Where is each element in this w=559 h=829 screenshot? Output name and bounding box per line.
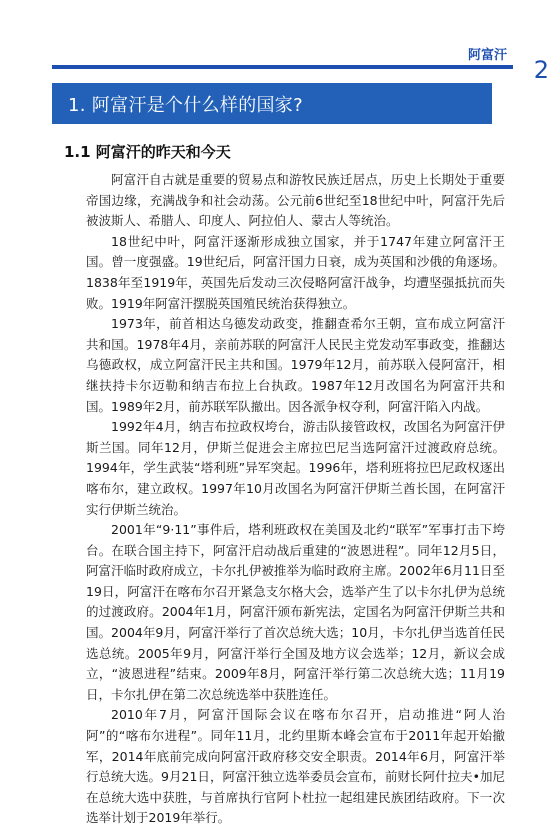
running-title: 阿富汗 [467, 48, 507, 63]
paragraph: 1992年4月，纳吉布拉政权垮台，游击队接管政权，改国名为阿富汗伊斯兰国。同年12月，伊斯兰促进会主席拉巴尼当选阿富汗过渡政府总统。1994年，学生武装“塔利班”异军突起。1996年，塔利班将拉巴尼政权逐出喀布尔，建立政权。1997年10月改国名为阿富汗伊斯兰酋长国，在阿富汗实行伊斯兰统治。 [86, 419, 505, 517]
chapter-title: 1. 阿富汗是个什么样的国家? [68, 94, 303, 116]
header-rule [52, 65, 513, 69]
paragraph: 1973年，前首相达乌德发动政变，推翻查希尔王朝，宣布成立阿富汗共和国。1978年4月，亲前苏联的阿富汗人民民主党发动军事政变，推翻达乌德政权，成立阿富汗民主共和国。1979年12月，前苏联入侵阿富汗，相继扶持卡尔迈勒和纳吉布拉上台执政。1987年12月改国名为阿富汗共和国。1989年2月，前苏联军队撤出。因各派争权夺利，阿富汗陷入内战。 [86, 316, 505, 414]
paragraph: 阿富汗自古就是重要的贸易点和游牧民族迁居点，历史上长期处于重要帝国边缘，充满战争和社会动荡。公元前6世纪至18世纪中叶，阿富汗先后被波斯人、希腊人、印度人、阿拉伯人、蒙古人等统治。 [86, 172, 505, 229]
paragraph: 2010年7月，阿富汗国际会议在喀布尔召开，启动推进“阿人治阿”的“喀布尔进程”。同年11月，北约里斯本峰会宣布于2011年起开始撤军，2014年底前完成向阿富汗政府移交安全职责。2014年6月，阿富汗举行总统大选。9月21日，阿富汗独立选举委员会宣布，前财长阿什拉夫•加尼在总统大选中获胜，与首席执行官阿卜杜拉一起组建民族团结政府。下一次选举计划于2019年举行。 [86, 707, 505, 826]
body-text [86, 170, 505, 829]
page-number: 2 [533, 56, 549, 84]
section-heading: 1.1 阿富汗的昨天和今天 [64, 143, 231, 161]
paragraph: 18世纪中叶，阿富汗逐渐形成独立国家，并于1747年建立阿富汗王国。曾一度强盛。19世纪后，阿富汗国力日衰，成为英国和沙俄的角逐场。1838年至1919年，英国先后发动三次侵略阿富汗战争，均遭坚强抵抗而失败。1919年阿富汗摆脱英国殖民统治获得独立。 [86, 233, 505, 311]
paragraph: 2001年“9·11”事件后，塔利班政权在美国及北约“联军”军事打击下垮台。在联合国主持下，阿富汗启动战后重建的“波恩进程”。同年12月5日，阿富汗临时政府成立，卡尔扎伊被推举为临时政府主席。2002年6月11日至19日，阿富汗在喀布尔召开紧急支尔格大会，选举产生了以卡尔扎伊为总统的过渡政府。2004年1月，阿富汗颁布新宪法，定国名为阿富汗伊斯兰共和国。2004年9月，阿富汗举行了首次总统大选；10月，卡尔扎伊当选首任民选总统。2005年9月，阿富汗举行全国及地方议会选举；12月，新议会成立，“波恩进程”结束。2009年8月，阿富汗举行第二次总统大选；11月19日，卡尔扎伊在第二次总统选举中获胜连任。 [86, 522, 505, 702]
chapter-banner [52, 83, 492, 124]
